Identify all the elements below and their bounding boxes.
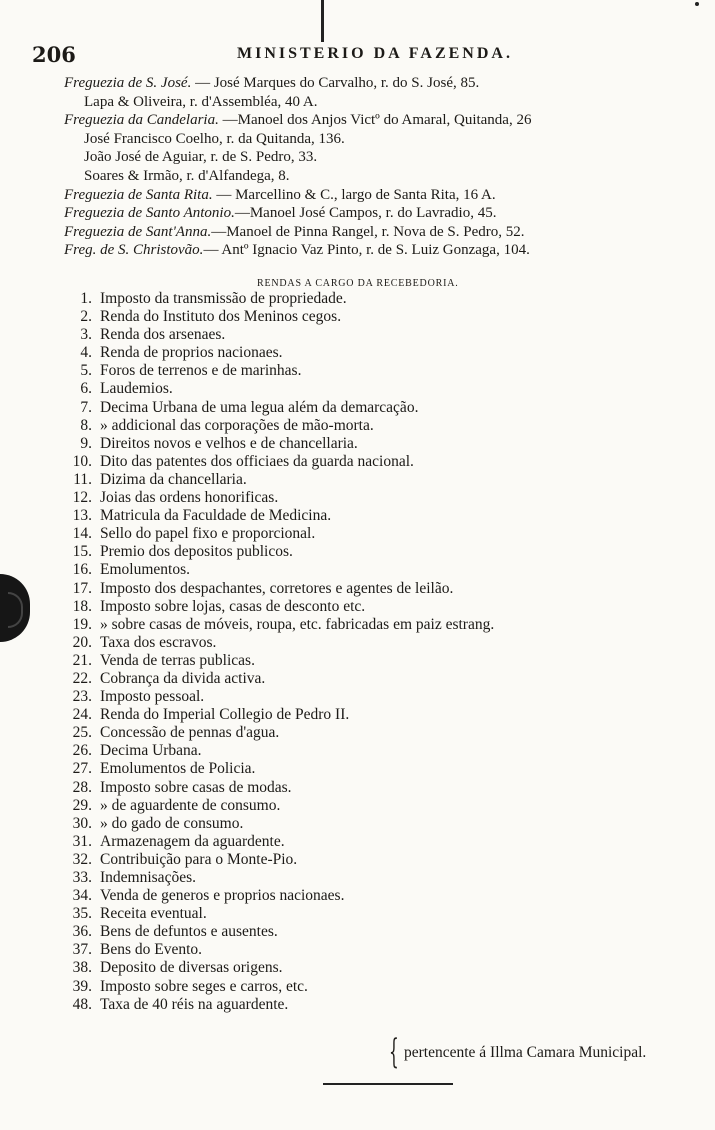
item-text: Decima Urbana de uma legua além da demarcação. bbox=[100, 398, 419, 416]
list-item bbox=[62, 308, 702, 326]
freguezia-line bbox=[64, 241, 704, 260]
list-item bbox=[62, 326, 702, 344]
brace-icon: { bbox=[389, 1032, 399, 1072]
item-text: Bens do Evento. bbox=[100, 941, 203, 959]
item-number: 29. bbox=[72, 796, 92, 814]
item-text: Cobrança da divida activa. bbox=[100, 669, 266, 687]
item-text: Sello do papel fixo e proporcional. bbox=[100, 525, 316, 543]
item-text: Imposto da transmissão de propriedade. bbox=[100, 290, 347, 307]
list-item bbox=[62, 580, 702, 598]
item-text: Dizima da chancellaria. bbox=[100, 470, 247, 488]
list-item bbox=[62, 471, 702, 489]
item-text: » sobre casas de móveis, roupa, etc. fabricadas em paiz estrang. bbox=[100, 615, 495, 633]
list-item bbox=[62, 815, 702, 833]
item-text: Imposto sobre lojas, casas de desconto etc. bbox=[100, 597, 366, 615]
item-number: 48. bbox=[72, 995, 92, 1013]
collector-entry: João José de Aguiar, r. de S. Pedro, 33. bbox=[84, 149, 318, 166]
list-item bbox=[62, 561, 702, 579]
item-text: Deposito de diversas origens. bbox=[100, 959, 283, 977]
item-number: 6. bbox=[80, 380, 92, 398]
freguezia-line bbox=[64, 186, 704, 205]
list-item bbox=[62, 797, 702, 815]
item-text: Imposto pessoal. bbox=[100, 688, 205, 706]
item-number: 31. bbox=[72, 832, 92, 850]
item-number: 8. bbox=[80, 416, 92, 434]
collector-entry: —Manoel José Campos, r. do Lavradio, 45. bbox=[234, 205, 497, 222]
list-item bbox=[62, 851, 702, 869]
list-item bbox=[62, 290, 702, 308]
running-title: MINISTERIO DA FAZENDA. bbox=[237, 45, 513, 62]
list-item bbox=[62, 760, 702, 778]
item-number: 38. bbox=[72, 959, 92, 977]
item-number: 2. bbox=[80, 308, 92, 326]
item-number: 18. bbox=[72, 597, 92, 615]
item-text: » de aguardente de consumo. bbox=[100, 796, 281, 814]
collector-entry: — Antº Ignacio Vaz Pinto, r. de S. Luiz Gonzaga, 104. bbox=[203, 242, 530, 259]
parish-name: Freguezia de S. José. bbox=[64, 75, 192, 91]
item-text: Taxa de 40 réis na aguardente. bbox=[100, 995, 289, 1013]
item-number: 14. bbox=[72, 525, 92, 543]
collector-entry: — Marcellino & C., largo de Santa Rita, 16 A. bbox=[212, 186, 496, 203]
list-item bbox=[62, 525, 702, 543]
list-item bbox=[62, 779, 702, 797]
item-text: Renda do Imperial Collegio de Pedro II. bbox=[100, 706, 350, 724]
freguezia-line bbox=[64, 148, 704, 167]
item-text: Venda de generos e proprios nacionaes. bbox=[100, 887, 345, 905]
section-title: RENDAS A CARGO DA RECEBEDORIA. bbox=[257, 278, 459, 289]
collector-entry: — José Marques do Carvalho, r. do S. José, 85. bbox=[191, 75, 480, 91]
list-item bbox=[62, 453, 702, 471]
parish-name: Freguezia de Santa Rita. bbox=[64, 186, 213, 203]
list-item bbox=[62, 996, 702, 1014]
freguezia-line bbox=[64, 111, 704, 130]
brace-note: pertencente á Illma Camara Municipal. bbox=[404, 1044, 647, 1061]
item-number: 33. bbox=[72, 869, 92, 886]
list-item bbox=[62, 652, 702, 670]
item-number: 13. bbox=[72, 507, 92, 525]
item-text: Armazenagem da aguardente. bbox=[100, 832, 285, 850]
item-text: Premio dos depositos publicos. bbox=[100, 543, 293, 561]
item-number: 39. bbox=[72, 977, 92, 995]
list-item bbox=[62, 742, 702, 760]
item-number: 26. bbox=[72, 742, 92, 760]
item-number: 4. bbox=[80, 344, 92, 362]
item-text: Renda dos arsenaes. bbox=[100, 326, 226, 344]
parish-name: Freguezia de Sant'Anna. bbox=[64, 223, 212, 240]
page-number: 206 bbox=[32, 42, 76, 67]
item-number: 24. bbox=[72, 706, 92, 724]
item-number: 10. bbox=[72, 452, 92, 470]
item-text: Dito das patentes dos officiaes da guarda nacional. bbox=[100, 452, 414, 470]
item-number: 20. bbox=[72, 633, 92, 651]
item-text: » addicional das corporações de mão-morta. bbox=[100, 416, 374, 434]
item-text: Venda de terras publicas. bbox=[100, 651, 255, 669]
freguezia-line bbox=[64, 167, 704, 186]
item-text: Emolumentos de Policia. bbox=[100, 760, 256, 778]
item-text: Joias das ordens honorificas. bbox=[100, 489, 279, 507]
item-number: 1. bbox=[80, 290, 92, 307]
scan-artifact bbox=[695, 2, 699, 6]
page-header bbox=[32, 42, 652, 68]
list-item bbox=[62, 380, 702, 398]
list-item bbox=[62, 869, 702, 887]
collector-entry: José Francisco Coelho, r. da Quitanda, 136. bbox=[84, 130, 345, 147]
parish-name: Freguezia da Candelaria. bbox=[64, 112, 219, 129]
freguezia-line bbox=[64, 204, 704, 223]
item-number: 3. bbox=[80, 326, 92, 344]
item-text: Direitos novos e velhos e de chancellaria. bbox=[100, 434, 358, 452]
parish-name: Freguezia de Santo Antonio. bbox=[64, 205, 235, 222]
list-item bbox=[62, 688, 702, 706]
revenue-items-list bbox=[62, 290, 702, 1014]
item-number: 22. bbox=[72, 669, 92, 687]
collector-entry: Lapa & Oliveira, r. d'Assembléa, 40 A. bbox=[84, 93, 318, 110]
item-text: Decima Urbana. bbox=[100, 742, 202, 760]
list-item bbox=[62, 724, 702, 742]
item-text: Receita eventual. bbox=[100, 905, 207, 923]
item-number: 28. bbox=[72, 778, 92, 796]
list-item bbox=[62, 543, 702, 561]
item-text: Concessão de pennas d'agua. bbox=[100, 724, 280, 742]
item-number: 12. bbox=[72, 489, 92, 507]
list-item bbox=[62, 706, 702, 724]
item-number: 17. bbox=[72, 579, 92, 597]
list-item bbox=[62, 923, 702, 941]
closing-rule bbox=[323, 1083, 453, 1085]
item-number: 7. bbox=[80, 398, 92, 416]
list-item bbox=[62, 833, 702, 851]
list-item bbox=[62, 959, 702, 977]
item-number: 9. bbox=[80, 434, 92, 452]
list-item bbox=[62, 362, 702, 380]
list-item bbox=[62, 489, 702, 507]
list-item bbox=[62, 634, 702, 652]
item-number: 36. bbox=[72, 923, 92, 941]
item-number: 21. bbox=[72, 651, 92, 669]
item-number: 37. bbox=[72, 941, 92, 959]
item-text: Taxa dos escravos. bbox=[100, 633, 217, 651]
list-item bbox=[62, 435, 702, 453]
list-item bbox=[62, 887, 702, 905]
item-number: 23. bbox=[72, 688, 92, 706]
freguezia-line bbox=[64, 130, 704, 149]
item-number: 34. bbox=[72, 887, 92, 905]
item-number: 35. bbox=[72, 905, 92, 923]
item-text: Imposto sobre seges e carros, etc. bbox=[100, 977, 308, 995]
list-item bbox=[62, 941, 702, 959]
collector-entry: —Manoel de Pinna Rangel, r. Nova de S. Pedro, 52. bbox=[211, 223, 525, 240]
list-item bbox=[62, 344, 702, 362]
item-text: Matricula da Faculdade de Medicina. bbox=[100, 507, 332, 525]
item-number: 27. bbox=[72, 760, 92, 778]
freguezias-list bbox=[64, 74, 704, 260]
list-item bbox=[62, 670, 702, 688]
list-item bbox=[62, 905, 702, 923]
item-text: Laudemios. bbox=[100, 380, 173, 398]
item-number: 15. bbox=[72, 543, 92, 561]
item-text: Contribuição para o Monte-Pio. bbox=[100, 850, 298, 868]
item-text: Bens de defuntos e ausentes. bbox=[100, 923, 278, 941]
item-text: Imposto sobre casas de modas. bbox=[100, 778, 292, 796]
item-number: 19. bbox=[72, 615, 92, 633]
item-number: 30. bbox=[72, 814, 92, 832]
item-text: Emolumentos. bbox=[100, 561, 190, 579]
scan-artifact bbox=[321, 0, 324, 42]
list-item bbox=[62, 616, 702, 634]
item-text: Foros de terrenos e de marinhas. bbox=[100, 362, 302, 380]
item-number: 25. bbox=[72, 724, 92, 742]
item-number: 11. bbox=[73, 470, 92, 488]
list-item bbox=[62, 507, 702, 525]
item-text: Imposto dos despachantes, corretores e agentes de leilão. bbox=[100, 579, 454, 597]
item-text: Renda do Instituto dos Meninos cegos. bbox=[100, 308, 342, 326]
collector-entry: —Manoel dos Anjos Victº do Amaral, Quitanda, 26 bbox=[218, 112, 532, 129]
item-text: Renda de proprios nacionaes. bbox=[100, 344, 283, 362]
list-item bbox=[62, 399, 702, 417]
item-text: Indemnisações. bbox=[100, 869, 196, 886]
list-item bbox=[62, 598, 702, 616]
item-number: 16. bbox=[72, 561, 92, 579]
collector-entry: Soares & Irmão, r. d'Alfandega, 8. bbox=[84, 167, 290, 184]
freguezia-line bbox=[64, 93, 704, 112]
item-text: » do gado de consumo. bbox=[100, 814, 244, 832]
item-number: 5. bbox=[80, 362, 92, 380]
freguezia-line bbox=[64, 74, 704, 93]
list-item bbox=[62, 417, 702, 435]
item-number: 32. bbox=[72, 850, 92, 868]
list-item bbox=[62, 978, 702, 996]
parish-name: Freg. de S. Christovão. bbox=[64, 242, 204, 259]
freguezia-line bbox=[64, 223, 704, 242]
